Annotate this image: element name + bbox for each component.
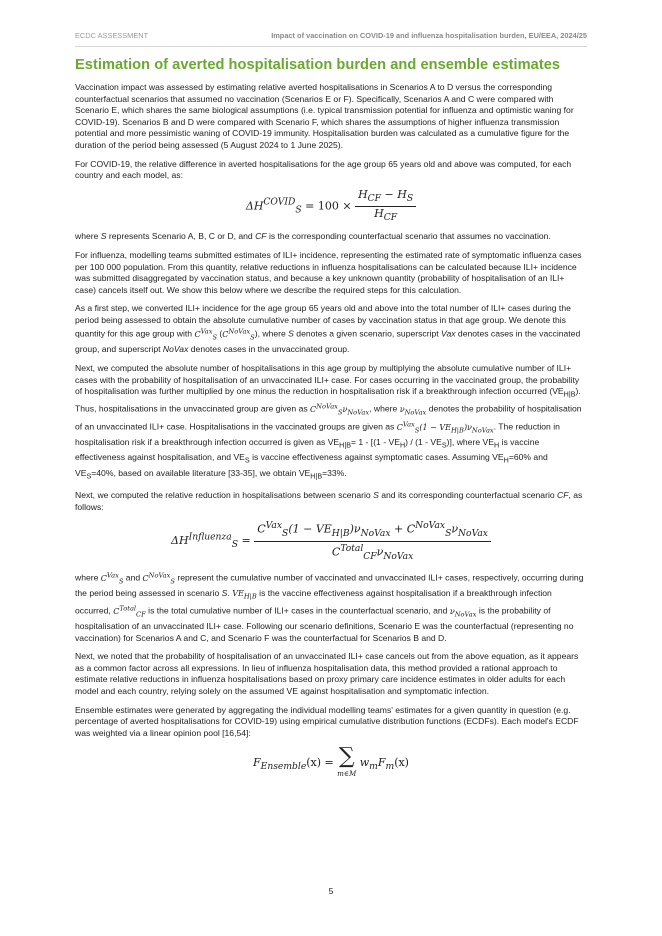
eq2-den-a: C (331, 545, 341, 559)
p5-m1: C (194, 330, 201, 340)
p6-math2 (399, 405, 427, 417)
eq2-num-e-sub: NoVax (458, 528, 488, 540)
p8-m2-sup: NoVax (148, 571, 171, 580)
p7-e: , as follows: (75, 490, 583, 512)
p8-a: where (75, 572, 101, 583)
p6-m3: C (396, 422, 403, 432)
p8-m2: C (142, 573, 149, 583)
p8-g: is the total cumulative number of ILI+ cases in the counterfactual scenario, and (145, 605, 450, 616)
eq1-num-mid: − H (381, 187, 407, 201)
p3-a: where (75, 231, 101, 242)
eq1-lhs-sup: COVID (263, 196, 296, 208)
p8-d: S (221, 587, 228, 598)
p8-math2 (142, 571, 175, 586)
p6-m3-sup: Vax (402, 420, 415, 429)
p8-m1: C (100, 573, 107, 583)
p6-g-sub: S (441, 441, 447, 450)
eq1-num-sub: CF (367, 192, 382, 204)
p6-m2-sub: NoVax (404, 408, 427, 417)
p6-m1-tail-sub: NoVax (347, 408, 370, 417)
p8-math3 (232, 588, 257, 601)
p6-l-sub: H|B (310, 472, 323, 481)
p6-j-sub: H (503, 457, 509, 466)
p5-math1 (194, 327, 218, 342)
p5-m1-sub: S (212, 333, 218, 342)
eq2-num-d-sub: S (445, 528, 452, 540)
p5-m1-sup: Vax (200, 327, 213, 336)
eq3-rhs-w-sub: m (369, 761, 378, 773)
p6-h: )], where VE (446, 437, 494, 448)
p6-m3-end-sub: NoVax (471, 426, 494, 435)
paragraph-cancels-out: Next, we noted that the probability of hospitalisation of an unvaccinated ILI+ case cancels out from the above equation, as it appears as a common factor across all expressions. In lieu of influenza hospitalisation data, this method provided a rational approach to estimate relative reductions in influenza hospitalisations based on proxy primary care incidence estimates in older adults for each model and each country, relying solely on the assumed VE against hospitalisation and symptomatic infection. (75, 651, 579, 696)
eq2-fraction (254, 520, 491, 562)
eq2-num-a: C (257, 522, 266, 536)
eq2-num-d: + C (390, 522, 416, 536)
p5-h: NoVax (162, 344, 189, 355)
eq2-num-a-sub: S (282, 528, 289, 540)
eq2-equals: = (241, 534, 251, 548)
eq3-sum-limit: m∈M (337, 770, 357, 779)
p5-m2-sub: S (250, 333, 255, 342)
equation-ensemble (75, 746, 587, 780)
header-report-title: Impact of vaccination on COVID-19 and influenza hospitalisation burden, EU/EEA, 2024/25 (271, 31, 587, 40)
eq2-lhs-sup: Influenza (188, 531, 232, 543)
eq1-lhs-sub: S (295, 204, 302, 216)
paragraph-influenza-intro: For influenza, modelling teams submitted estimates of ILI+ incidence, representing the estimated rate of symptomatic influenza cases per 100 000 population. From this quantity, relative reductions in influenza hospitalisations can be calculated because ILI+ incidence was submitted disaggregated by vaccination status, and because a key unknown quantity (probability of hospitalisation of an ILI+ case) cancels itself out. We show this below where we describe the required steps for this calculation. (75, 249, 582, 295)
p6-math3 (396, 420, 494, 435)
p7-a: Next, we computed the relative reduction in hospitalisations between scenario (75, 490, 374, 501)
eq2-den-a-sub: CF (363, 550, 377, 562)
eq3-rhs-arg: (x) (394, 756, 409, 770)
equation-covid (75, 189, 587, 224)
eq2-num-d-sup: NoVax (415, 520, 446, 532)
p5-g: denotes cases in the vaccinated group, and superscript (75, 329, 581, 355)
paragraph-where-s (75, 231, 587, 243)
body-text (75, 82, 587, 788)
eq3-sum-operator (337, 746, 356, 780)
paragraph-ensemble: Ensemble estimates were generated by aggregating the individual modelling teams' estimates for a given quantity in question (e.g. percentage of averted hospitalisations for COVID-19) using empirical cumulative distribution functions (ECDFs). Each model's ECDF was weighted via a linear opinion pool [16,54]: (75, 704, 579, 738)
p5-f: Vax (441, 329, 456, 340)
sigma-icon: ∑ (338, 744, 355, 770)
p6-m1: C (310, 405, 317, 415)
eq2-den-a-sup: Total (340, 542, 364, 554)
eq2-lhs: ΔH (171, 534, 189, 548)
p5-b: ( (217, 329, 223, 340)
p6-h-sub: H (493, 441, 500, 450)
p7-d: CF (557, 490, 569, 501)
paragraph-first-step (75, 303, 587, 356)
eq1-numerator (355, 189, 416, 207)
p6-b: ). Thus, hospitalisations in the unvaccinated group are given as (75, 386, 581, 415)
p8-c: represent the cumulative number of vaccinated and unvaccinated ILI+ cases, respectively, occurring during the period being assessed in scenario (75, 572, 584, 598)
p6-a-sub: H|B (563, 390, 576, 399)
p6-m3-mid-sub: H|B (450, 426, 464, 435)
p7-c: and its corresponding counterfactual scenario (378, 490, 558, 501)
p6-m1-sub: S (337, 408, 343, 417)
p3-c: represents Scenario A, B, C or D, and (106, 231, 256, 242)
p8-h: is the probability of hospitalisation of an unvaccinated ILI+ case. Following our scenario definitions, Scenario E was the counterfactual (representing no vaccination) for Scenarios A and C, and Scenario F was the counterfactual for Scenarios B and D. (75, 605, 574, 643)
section-heading: Estimation of averted hospitalisation burden and ensemble estimates (75, 57, 561, 73)
eq3-rhs-f-sub: m (385, 761, 395, 773)
eq2-lhs-sub: S (231, 539, 238, 551)
eq2-num-b: (1 − VE (288, 522, 332, 536)
paragraph-covid-intro: For COVID-19, the relative difference in averted hospitalisations for the age group 65 years old and above was computed, for each country and each model, as: (75, 158, 572, 181)
p6-f-sub: H (399, 441, 406, 450)
p6-m: =33%. (322, 467, 347, 478)
p6-m1-sup: NoVax (316, 402, 338, 411)
paragraph-relative-reduction (75, 490, 587, 513)
p6-m3-end: )ν (463, 422, 472, 432)
p3-e: is the corresponding counterfactual scenario that assumes no vaccination. (266, 231, 551, 242)
eq2-numerator (254, 520, 491, 541)
p3-b: S (100, 231, 107, 242)
p5-i: denotes cases in the unvaccinated group. (188, 344, 350, 355)
p5-c: ), where (254, 329, 289, 340)
eq2-num-e: ν (451, 522, 459, 536)
p8-m4-sub: CF (136, 610, 146, 619)
eq3-rhs-f: F (377, 756, 386, 770)
p6-d: denotes the probability of hospitalisation of an unvaccinated ILI+ case. Hospitalisations in the vaccinated groups are given as (75, 404, 582, 432)
p8-math5 (449, 606, 477, 619)
eq1-fraction (355, 189, 416, 224)
eq3-lhs: F (253, 756, 261, 770)
eq3-lhs-arg: (x) = (306, 756, 334, 770)
eq1-num-sub2: S (406, 192, 414, 204)
p6-m3-mid: (1 − VE (419, 422, 451, 432)
p6-i: is vaccine effectiveness against hospitalisation, and VE (75, 437, 540, 463)
running-header (75, 30, 587, 47)
eq2-den-b: ν (376, 545, 384, 559)
paragraph-scenarios: Vaccination impact was assessed by estimating relative averted hospitalisations in Scenarios A to D versus the corresponding counterfactual scenarios that assumed no vaccination (Scenarios E or F). Specifically, Scenarios A and C were compared with Scenario E, which shares the same biological assumptions (i.e. typical transmission potential for influenza and optimistic waning for COVID-19). Scenarios B and D were compared with Scenario F, which shares the assumptions of higher influenza transmission potential and more pessimistic waning of COVID-19 immunity. Hospitalisation burden was calculated as a cumulative figure for the duration of the period being assessed (5 August 2024 to 1 June 2025). (75, 82, 574, 150)
p8-math1 (100, 571, 124, 586)
eq3-rhs-w: w (359, 756, 370, 770)
p6-l: =40%, based on available literature [33-35], we obtain VE (91, 467, 311, 478)
p6-m2: ν (399, 405, 405, 415)
equation-influenza (75, 520, 587, 562)
p8-e: . (227, 587, 233, 598)
paragraph-where-cvax (75, 570, 587, 644)
p5-m2: C (222, 330, 229, 340)
p8-f: is the vaccine effectiveness against hospitalisation if a breakthrough infection occurred, (75, 587, 552, 616)
p6-m1-tail: ν (342, 405, 348, 415)
eq2-denominator (254, 542, 491, 562)
eq1-denominator (355, 207, 416, 224)
p5-e: denotes a given scenario, superscript (293, 329, 442, 340)
p6-e-sub: H|B (339, 441, 351, 450)
p8-m3: VE (232, 588, 244, 598)
p6-f: = 1 - [(1 - VE (350, 437, 400, 448)
p8-m1-sub: S (118, 577, 124, 586)
p5-m2-sup: NoVax (228, 327, 251, 336)
eq2-num-b-sub: H|B (331, 528, 350, 540)
p6-m3-sub: S (414, 426, 420, 435)
p8-m2-sub: S (170, 577, 175, 586)
p6-k: =60% and VE (75, 452, 548, 478)
p8-b: and (123, 572, 143, 583)
page-number: 5 (328, 886, 334, 896)
eq1-den-h: H (374, 206, 384, 220)
p5-a: As a first step, we converted ILI+ incidence for the age group 65 years old and above into the total number of ILI+ cases during the period being assessed to obtain the absolute cumulative number of cases by vaccination status in that age group. We denote this quantity for this age group with (75, 303, 571, 340)
eq1-multiplier: = 100 × (305, 199, 352, 213)
eq2-num-c: )ν (349, 522, 361, 536)
p8-m4-sup: Total (119, 604, 137, 613)
p8-m3-sub: H|B (243, 592, 257, 601)
eq3-lhs-sub: Ensemble (260, 761, 307, 773)
eq2-num-c-sub: NoVax (360, 528, 391, 540)
p6-e: . The reduction in hospitalisation risk if a breakthrough infection occurred is given as VE (75, 421, 560, 448)
p8-m5: ν (449, 606, 455, 616)
p8-m1-sup: Vax (106, 571, 119, 580)
paragraph-hospitalisations (75, 363, 587, 483)
p6-j: is vaccine effectiveness against symptomatic cases. Assuming VE (249, 452, 504, 463)
eq1-lhs: ΔH (245, 199, 264, 213)
p8-m5-sub: NoVax (454, 610, 477, 619)
p8-math4 (113, 604, 146, 619)
p6-g: ) / (1 - VE (405, 437, 442, 448)
p6-k-sub: S (86, 472, 92, 481)
p8-m4: C (113, 606, 120, 616)
p6-math1 (310, 402, 370, 417)
eq2-num-a-sup: Vax (265, 520, 283, 532)
eq1-num-h: H (358, 187, 368, 201)
eq1-den-sub: CF (383, 211, 398, 223)
p6-i-sub: S (244, 457, 250, 466)
header-label: ECDC ASSESSMENT (75, 31, 149, 40)
p6-c: , where (369, 404, 400, 415)
eq2-den-b-sub: NoVax (383, 550, 414, 562)
p7-b: S (373, 490, 379, 501)
p3-d: CF (255, 231, 267, 242)
p5-d: S (288, 329, 294, 340)
p5-math2 (222, 327, 255, 342)
p6-a: Next, we computed the absolute number of hospitalisations in this age group by multiplying the absolute cumulative number of ILI+ cases with the probability of hospitalisation of an unvaccinated ILI+ case. For cases occurring in the vaccinated group, the probability of hospitalisation was further multiplied by one minus the reduction in hospitalisation risk if a breakthrough infection occurred (VE (75, 362, 580, 397)
